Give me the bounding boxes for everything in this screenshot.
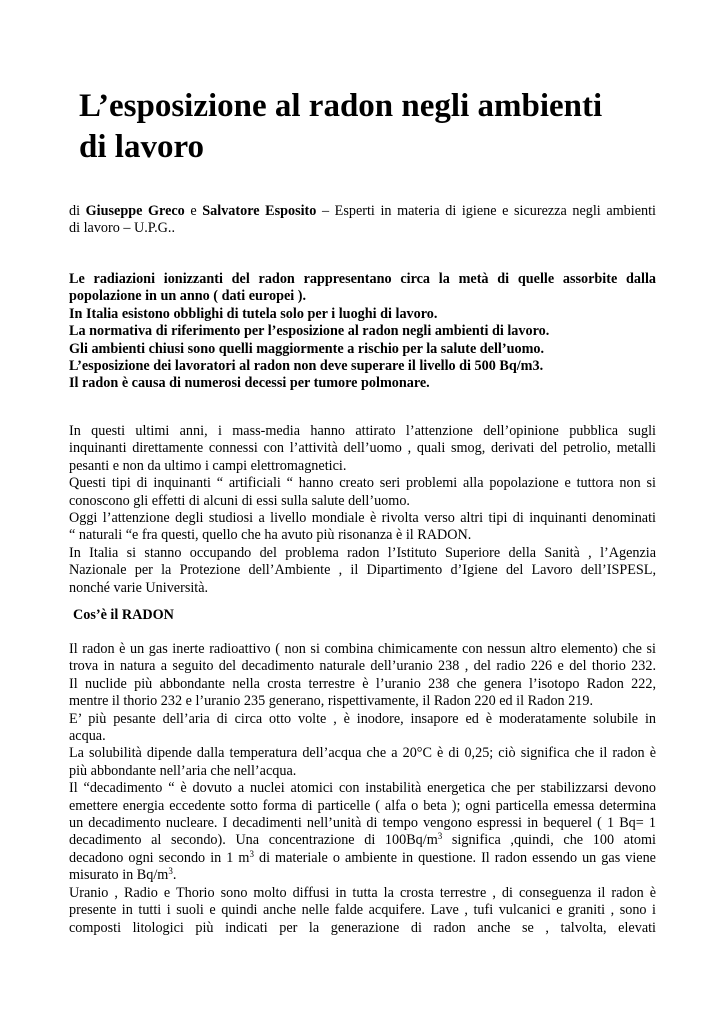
body-line: trova in natura a seguito del decadimento naturale dell’uranio 238 , del radio 226 e del thorio 232. <box>69 658 656 675</box>
body-line <box>69 850 656 867</box>
summary-line: Gli ambienti chiusi sono quelli maggiormente a rischio per la salute dell’uomo. <box>69 340 545 357</box>
body-line: acqua. <box>69 728 106 745</box>
page-title <box>79 86 679 168</box>
body-line: Il radon è un gas inerte radioattivo ( non si combina chimicamente con nessun altro elemento) che si <box>69 641 656 657</box>
summary-block <box>69 271 656 393</box>
body-line: un decadimento nucleare. I decadimenti nell’unità di tempo vengono espressi in bequerel ( 1 Bq= 1 <box>69 815 656 832</box>
body-line: Il nuclide più abbondante nella crosta terrestre è l’uranio 238 che genera l’isotopo Radon 222, <box>69 675 656 692</box>
byline-line-1 <box>69 203 656 220</box>
intro-line: nonché varie Università. <box>69 579 209 596</box>
byline-conjunction: e <box>184 203 203 219</box>
body-line: emettere energia eccedente sotto forma di particelle ( alfa o beta ); ogni particella emessa determina <box>69 797 656 814</box>
byline-affiliation: – Esperti in materia di igiene e sicurezza negli ambienti <box>316 203 656 219</box>
intro-line: In questi ultimi anni, i mass-media hanno attirato l’attenzione dell’opinione pubblica sugli <box>69 423 656 439</box>
byline-line-2: di lavoro – U.P.G.. <box>69 220 176 237</box>
body-line: E’ più pesante dell’aria di circa otto volte , è inodore, insapore ed è moderatamente solubile in <box>69 710 656 727</box>
superscript: 3 <box>249 848 254 859</box>
section-heading: Cos’è il RADON <box>73 607 174 623</box>
body-line: La solubilità dipende dalla temperatura dell’acqua che a 20°C è di 0,25; ciò significa che il radon è <box>69 745 656 762</box>
intro-line: conoscono gli effetti di alcuni di essi sulla salute dell’uomo. <box>69 492 410 509</box>
body-text: di materiale o ambiente in questione. Il radon essendo un gas viene <box>253 849 656 866</box>
intro-line: Oggi l’attenzione degli studiosi a livello mondiale è rivolta verso altri tipi di inquinanti denominati <box>69 510 656 527</box>
body-line <box>69 867 656 884</box>
intro-line: pesanti e non da ultimo i campi elettromagnetici. <box>69 457 347 474</box>
author-name: Salvatore Esposito <box>202 203 317 219</box>
intro-paragraph <box>69 423 656 597</box>
body-text: decadono ogni secondo in 1 m <box>69 849 250 866</box>
superscript: 3 <box>437 831 443 842</box>
intro-line: Nazionale per la Protezione dell’Ambiente , il Dipartimento d’Igiene del Lavoro dell’ISPESL, <box>69 562 656 579</box>
body-text: significa ,quindi, che 100 atomi <box>442 832 656 849</box>
title-line-2: di lavoro <box>79 129 204 165</box>
body-line: mentre il thorio 232 e l’uranio 235 generano, rispettivamente, il Radon 220 ed il Radon 219. <box>69 693 594 710</box>
body-line: più abbondante nell’aria che nell’acqua. <box>69 762 297 779</box>
body-line: Il “decadimento “ è dovuto a nuclei atomici con instabilità energetica che per stabilizzarsi devono <box>69 780 656 797</box>
intro-line: In Italia si stanno occupando del problema radon l’Istituto Superiore della Sanità , l’Agenzia <box>69 544 656 561</box>
author-name: Giuseppe Greco <box>85 203 185 219</box>
byline-prefix: di <box>69 203 86 219</box>
summary-line: La normativa di riferimento per l’esposizione al radon negli ambienti di lavoro. <box>69 323 550 340</box>
byline <box>69 203 656 238</box>
body-line: composti litologici più indicati per la generazione di radon anche se , talvolta, elevati <box>69 919 656 936</box>
intro-line: “ naturali “e fra questi, quello che ha avuto più risonanza è il RADON. <box>69 527 472 544</box>
body-line <box>69 832 656 849</box>
summary-line: L’esposizione dei lavoratori al radon non deve superare il livello di 500 Bq/m3. <box>69 358 544 375</box>
summary-line: Il radon è causa di numerosi decessi per tumore polmonare. <box>69 375 430 392</box>
body-paragraph <box>69 641 656 937</box>
summary-line: popolazione in un anno ( dati europei ). <box>69 288 307 305</box>
body-line: presente in tutti i suoli e quindi anche nelle falde acquifere. Lave , tufi vulcanici e graniti , sono i <box>69 902 656 919</box>
body-text: . <box>172 867 177 884</box>
summary-line: In Italia esistono obblighi di tutela solo per i luoghi di lavoro. <box>69 305 438 322</box>
body-line: Uranio , Radio e Thorio sono molto diffusi in tutta la crosta terrestre , di conseguenza il radon è <box>69 884 656 901</box>
title-line-1: L’esposizione al radon negli ambienti <box>79 88 603 124</box>
intro-line: Questi tipi di inquinanti “ artificiali “ hanno creato seri problemi alla popolazione e tuttora non si <box>69 475 656 492</box>
intro-line: inquinanti direttamente connessi con l’attività dell’uomo , quali smog, derivati del petrolio, metalli <box>69 440 656 457</box>
summary-line: Le radiazioni ionizzanti del radon rappresentano circa la metà di quelle assorbite dalla <box>69 271 656 287</box>
body-text: misurato in Bq/m <box>69 867 169 884</box>
body-text: decadimento al secondo). Una concentrazione di 100Bq/m <box>69 832 438 849</box>
superscript: 3 <box>168 866 173 877</box>
